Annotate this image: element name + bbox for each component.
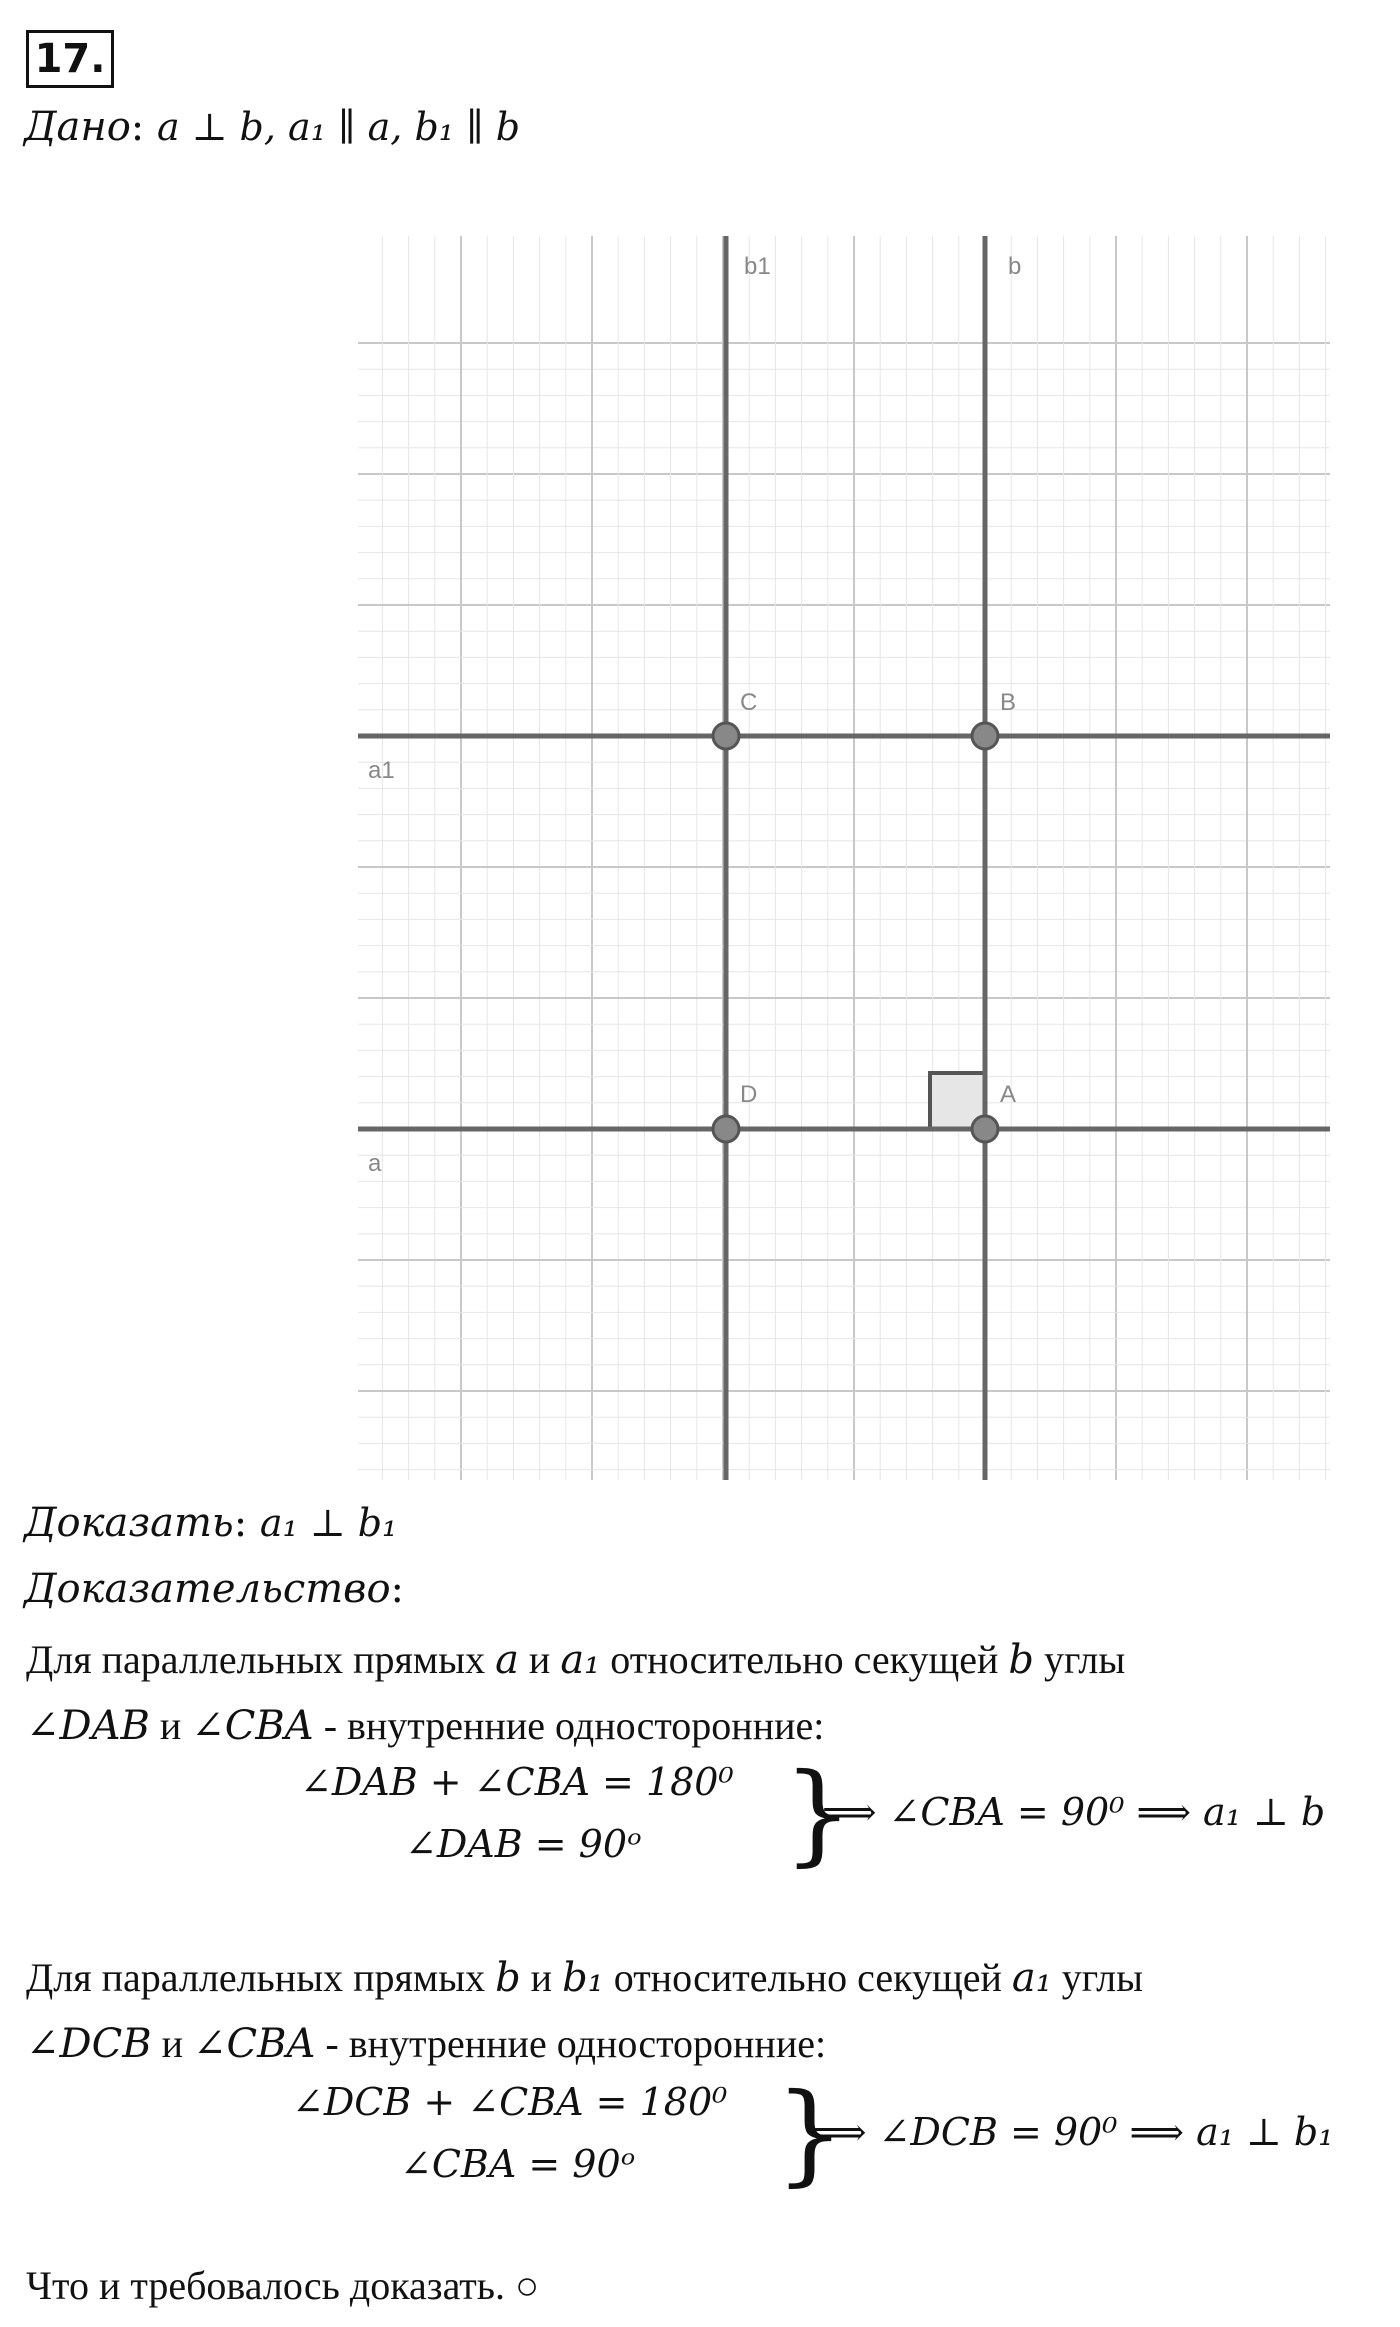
para2-and2: и [151, 2021, 193, 2066]
para2-angle-cba: ∠CBA [193, 2021, 316, 2067]
para1-interior: - внутренние односторонние: [313, 1703, 825, 1748]
para1-and: и [518, 1637, 561, 1682]
para1-var-a: a [495, 1637, 519, 1683]
point-d [713, 1116, 739, 1142]
given-label: Дано [24, 104, 131, 150]
para1-var-b: b [1008, 1637, 1035, 1683]
system1-eq1: ∠DAB + ∠CBA = 180⁰ [300, 1760, 734, 1804]
point-b [972, 723, 998, 749]
label-b1: b1 [744, 253, 771, 280]
para1-line2 [26, 1702, 824, 1749]
given-line: Дано: a ⊥ b, a₁ ∥ a, b₁ ∥ b [24, 104, 521, 150]
para2-line1 [26, 1954, 1143, 2001]
prove-statement: a₁ ⊥ b₁ [259, 1501, 398, 1545]
para1-text: Для параллельных прямых [26, 1637, 496, 1682]
system2-result: ⟹ ∠DCB = 90⁰ ⟹ a₁ ⊥ b₁ [812, 2110, 1334, 2154]
system1-brace: } [783, 1749, 853, 1877]
label-point-c: C [740, 689, 758, 716]
label-point-a: A [1000, 1081, 1017, 1108]
para1-angle-dab: ∠DAB [26, 1703, 150, 1749]
para2-line2 [26, 2020, 826, 2067]
grid [358, 236, 1330, 1480]
para2-text-secant: относительно секущей [603, 1955, 1012, 2000]
system1-result: ⟹ ∠CBA = 90⁰ ⟹ a₁ ⊥ b [822, 1790, 1326, 1834]
label-point-b: B [1000, 689, 1017, 716]
para1-and2: и [149, 1703, 192, 1748]
para2-var-b1: b₁ [562, 1955, 604, 2001]
para2-angle-dcb: ∠DCB [26, 2021, 152, 2067]
system1-eq2: ∠DAB = 90ᵒ [405, 1822, 642, 1866]
para1-angle-cba: ∠CBA [191, 1703, 314, 1749]
proof-heading: Доказательство: [24, 1566, 405, 1612]
para1-line1 [26, 1636, 1125, 1683]
problem-number: 17. [26, 30, 114, 88]
para1-angles-word: углы [1034, 1637, 1126, 1682]
system2-eq2: ∠CBA = 90ᵒ [400, 2142, 636, 2186]
para2-and: и [520, 1955, 563, 2000]
para2-angles-word: углы [1051, 1955, 1144, 2000]
label-point-d: D [740, 1081, 758, 1108]
para2-var-a1: a₁ [1011, 1955, 1052, 2001]
prove-label: Доказать [24, 1500, 234, 1546]
proof-label: Доказательство [24, 1566, 391, 1612]
conclusion: Что и требовалось доказать. ○ [26, 2263, 540, 2308]
point-a [972, 1116, 998, 1142]
label-b: b [1008, 253, 1022, 280]
para1-var-a1: a₁ [560, 1637, 601, 1683]
system2-eq1: ∠DCB + ∠CBA = 180⁰ [292, 2080, 728, 2124]
label-a: a [368, 1150, 382, 1177]
para2-var-b: b [495, 1955, 521, 2001]
label-a1: a1 [368, 757, 395, 784]
point-c [713, 723, 739, 749]
para1-text-secant: относительно секущей [600, 1637, 1009, 1682]
prove-line: Доказать: a₁ ⊥ b₁ [24, 1500, 398, 1546]
para2-text: Для параллельных прямых [26, 1955, 496, 2000]
geometry-figure [358, 236, 1330, 1480]
para2-interior: - внутренние односторонние: [315, 2021, 827, 2066]
given-statement: a ⊥ b, a₁ ∥ a, b₁ ∥ b [157, 105, 521, 149]
system2-brace: } [775, 2069, 845, 2197]
